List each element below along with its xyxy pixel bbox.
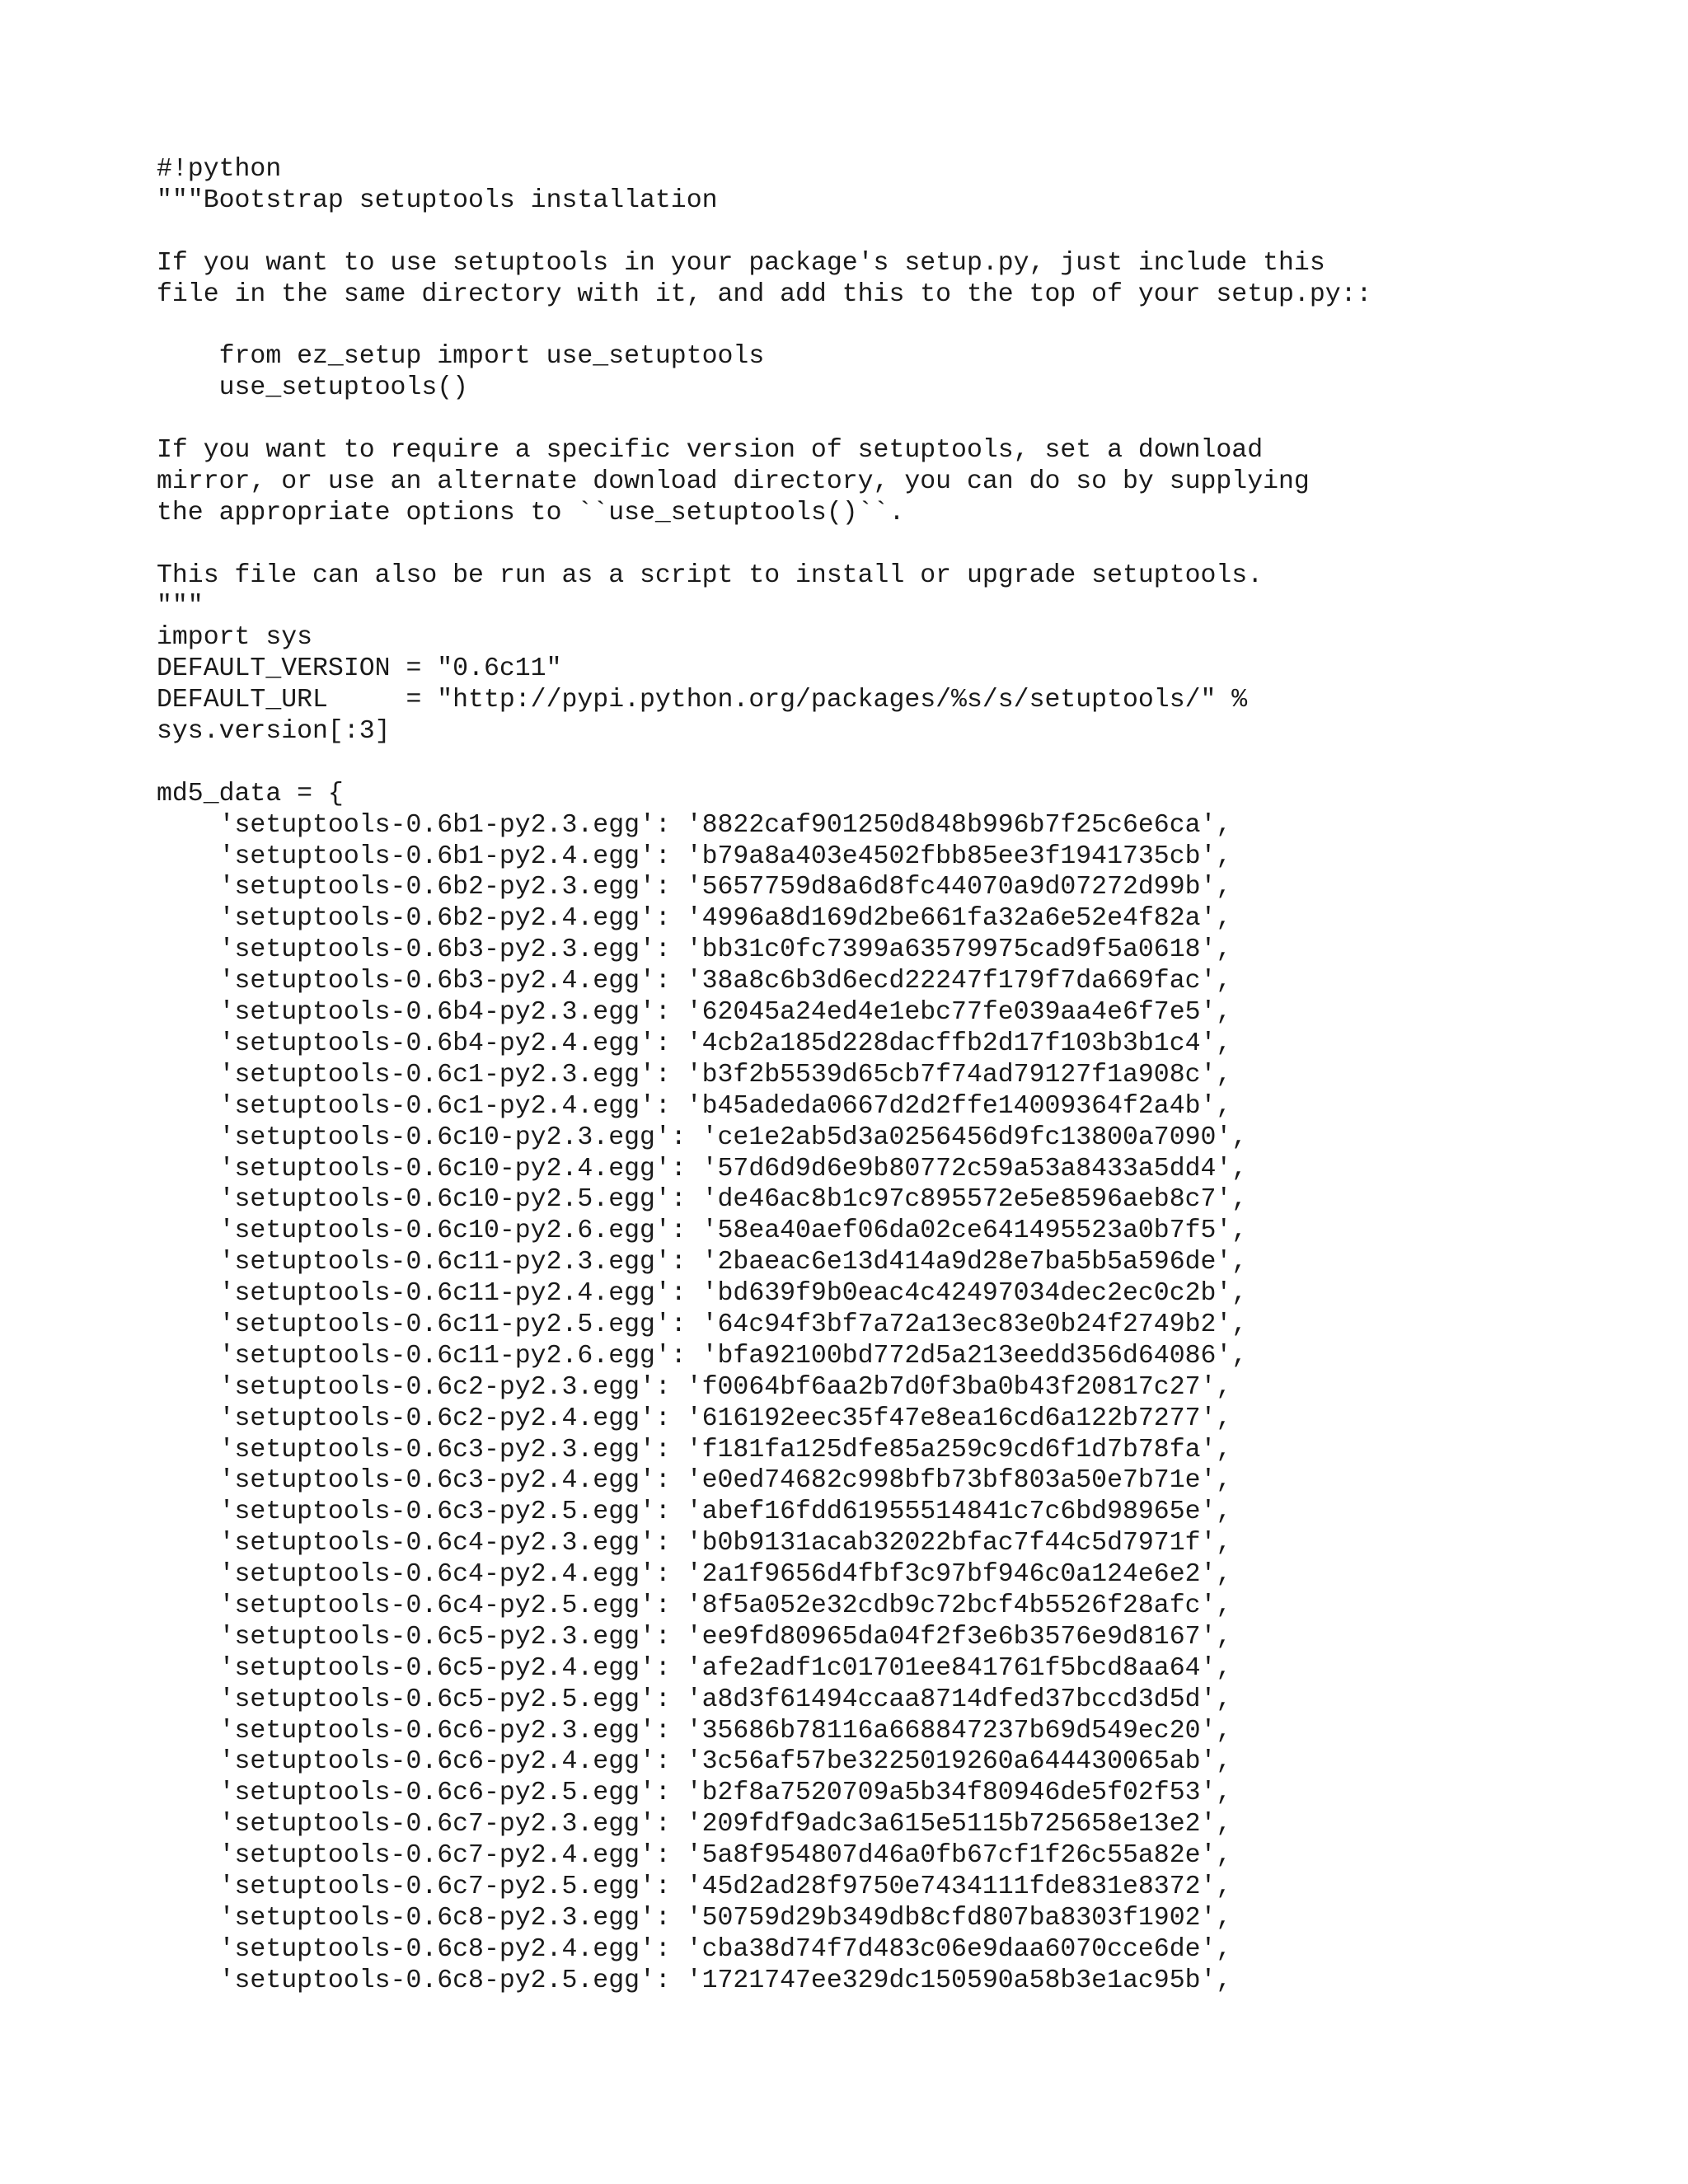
code-line: mirror, or use an alternate download directory, you can do so by supplying xyxy=(157,466,1310,496)
code-line xyxy=(157,748,1657,779)
code-line: 'setuptools-0.6b1-py2.3.egg': '8822caf901250d848b996b7f25c6e6ca', xyxy=(157,810,1232,840)
code-line: 'setuptools-0.6c7-py2.4.egg': '5a8f954807d46a0fb67cf1f26c55a82e', xyxy=(157,1841,1232,1871)
code-line: file in the same directory with it, and add this to the top of your setup.py:: xyxy=(157,279,1372,309)
code-line: 'setuptools-0.6c8-py2.4.egg': 'cba38d74f7d483c06e9daa6070cce6de', xyxy=(157,1934,1232,1964)
code-line: DEFAULT_VERSION = "0.6c11" xyxy=(157,654,562,684)
code-line: 'setuptools-0.6c3-py2.3.egg': 'f181fa125dfe85a259c9cd6f1d7b78fa', xyxy=(157,1435,1232,1465)
code-line: 'setuptools-0.6b3-py2.4.egg': '38a8c6b3d6ecd22247f179f7da669fac', xyxy=(157,967,1232,996)
code-line: 'setuptools-0.6b1-py2.4.egg': 'b79a8a403e4502fbb85ee3f1941735cb', xyxy=(157,841,1232,871)
code-line: from ez_setup import use_setuptools xyxy=(157,342,765,372)
code-line: 'setuptools-0.6c6-py2.4.egg': '3c56af57be3225019260a644430065ab', xyxy=(157,1747,1232,1777)
code-line: 'setuptools-0.6c3-py2.4.egg': 'e0ed74682c998bfb73bf803a50e7b71e', xyxy=(157,1466,1232,1496)
code-line: 'setuptools-0.6c1-py2.3.egg': 'b3f2b5539d65cb7f74ad79127f1a908c', xyxy=(157,1060,1232,1090)
code-line: 'setuptools-0.6c6-py2.3.egg': '35686b78116a668847237b69d549ec20', xyxy=(157,1716,1232,1746)
code-line: import sys xyxy=(157,623,313,653)
code-line xyxy=(157,404,1657,435)
code-line: 'setuptools-0.6c11-py2.4.egg': 'bd639f9b0eac4c42497034dec2ec0c2b', xyxy=(157,1279,1248,1309)
code-line: 'setuptools-0.6c11-py2.5.egg': '64c94f3bf7a72a13ec83e0b24f2749b2', xyxy=(157,1310,1248,1339)
code-line: 'setuptools-0.6b3-py2.3.egg': 'bb31c0fc7399a63579975cad9f5a0618', xyxy=(157,935,1232,965)
code-line: DEFAULT_URL = "http://pypi.python.org/packages/%s/s/setuptools/" % xyxy=(157,686,1248,715)
code-line: 'setuptools-0.6b2-py2.3.egg': '5657759d8a6d8fc44070a9d07272d99b', xyxy=(157,873,1232,902)
code-line: 'setuptools-0.6c10-py2.5.egg': 'de46ac8b1c97c895572e5e8596aeb8c7', xyxy=(157,1185,1248,1215)
code-line: use_setuptools() xyxy=(157,373,469,403)
code-line: 'setuptools-0.6c7-py2.5.egg': '45d2ad28f9750e7434111fde831e8372', xyxy=(157,1872,1232,1901)
code-line: 'setuptools-0.6c5-py2.5.egg': 'a8d3f61494ccaa8714dfed37bccd3d5d', xyxy=(157,1685,1232,1714)
code-line: 'setuptools-0.6c8-py2.5.egg': '1721747ee329dc150590a58b3e1ac95b', xyxy=(157,1966,1232,1995)
code-line: If you want to require a specific version of setuptools, set a download xyxy=(157,436,1264,466)
code-line: 'setuptools-0.6c6-py2.5.egg': 'b2f8a7520709a5b34f80946de5f02f53', xyxy=(157,1779,1232,1808)
code-line: 'setuptools-0.6c7-py2.3.egg': '209fdf9adc3a615e5115b725658e13e2', xyxy=(157,1810,1232,1840)
code-line: 'setuptools-0.6c10-py2.6.egg': '58ea40aef06da02ce641495523a0b7f5', xyxy=(157,1216,1248,1246)
code-line: 'setuptools-0.6c2-py2.3.egg': 'f0064bf6aa2b7d0f3ba0b43f20817c27', xyxy=(157,1372,1232,1402)
code-line: 'setuptools-0.6c3-py2.5.egg': 'abef16fdd61955514841c7c6bd98965e', xyxy=(157,1497,1232,1527)
code-listing xyxy=(157,154,1657,1997)
code-line: """ xyxy=(157,592,204,621)
code-line: If you want to use setuptools in your package's setup.py, just include this xyxy=(157,248,1325,278)
code-line: 'setuptools-0.6c5-py2.3.egg': 'ee9fd80965da04f2f3e6b3576e9d8167', xyxy=(157,1622,1232,1652)
code-line xyxy=(157,217,1657,248)
code-line xyxy=(157,310,1657,341)
code-line: 'setuptools-0.6b4-py2.4.egg': '4cb2a185d228dacffb2d17f103b3b1c4', xyxy=(157,1029,1232,1058)
code-line: 'setuptools-0.6c4-py2.4.egg': '2a1f9656d4fbf3c97bf946c0a124e6e2', xyxy=(157,1560,1232,1590)
code-line: 'setuptools-0.6c2-py2.4.egg': '616192eec35f47e8ea16cd6a122b7277', xyxy=(157,1404,1232,1433)
code-line: """Bootstrap setuptools installation xyxy=(157,185,718,215)
code-line: 'setuptools-0.6c8-py2.3.egg': '50759d29b349db8cfd807ba8303f1902', xyxy=(157,1903,1232,1933)
code-line: 'setuptools-0.6c5-py2.4.egg': 'afe2adf1c01701ee841761f5bcd8aa64', xyxy=(157,1653,1232,1683)
code-line: the appropriate options to ``use_setuptools()``. xyxy=(157,498,905,527)
code-line: 'setuptools-0.6c10-py2.3.egg': 'ce1e2ab5d3a0256456d9fc13800a7090', xyxy=(157,1122,1248,1152)
code-line: sys.version[:3] xyxy=(157,717,391,747)
code-line: 'setuptools-0.6b2-py2.4.egg': '4996a8d169d2be661fa32a6e52e4f82a', xyxy=(157,904,1232,934)
code-line: #!python xyxy=(157,155,282,184)
code-line: 'setuptools-0.6c11-py2.3.egg': '2baeac6e13d414a9d28e7ba5b5a596de', xyxy=(157,1248,1248,1277)
code-line: 'setuptools-0.6c4-py2.5.egg': '8f5a052e32cdb9c72bcf4b5526f28afc', xyxy=(157,1591,1232,1620)
code-line xyxy=(157,529,1657,560)
code-line: md5_data = { xyxy=(157,779,344,808)
code-line: 'setuptools-0.6c10-py2.4.egg': '57d6d9d6e9b80772c59a53a8433a5dd4', xyxy=(157,1154,1248,1183)
code-line: This file can also be run as a script to install or upgrade setuptools. xyxy=(157,560,1264,590)
code-line: 'setuptools-0.6c11-py2.6.egg': 'bfa92100bd772d5a213eedd356d64086', xyxy=(157,1341,1248,1371)
code-line: 'setuptools-0.6c1-py2.4.egg': 'b45adeda0667d2d2ffe14009364f2a4b', xyxy=(157,1091,1232,1121)
code-line: 'setuptools-0.6b4-py2.3.egg': '62045a24ed4e1ebc77fe039aa4e6f7e5', xyxy=(157,998,1232,1028)
code-line: 'setuptools-0.6c4-py2.3.egg': 'b0b9131acab32022bfac7f44c5d7971f', xyxy=(157,1529,1232,1558)
